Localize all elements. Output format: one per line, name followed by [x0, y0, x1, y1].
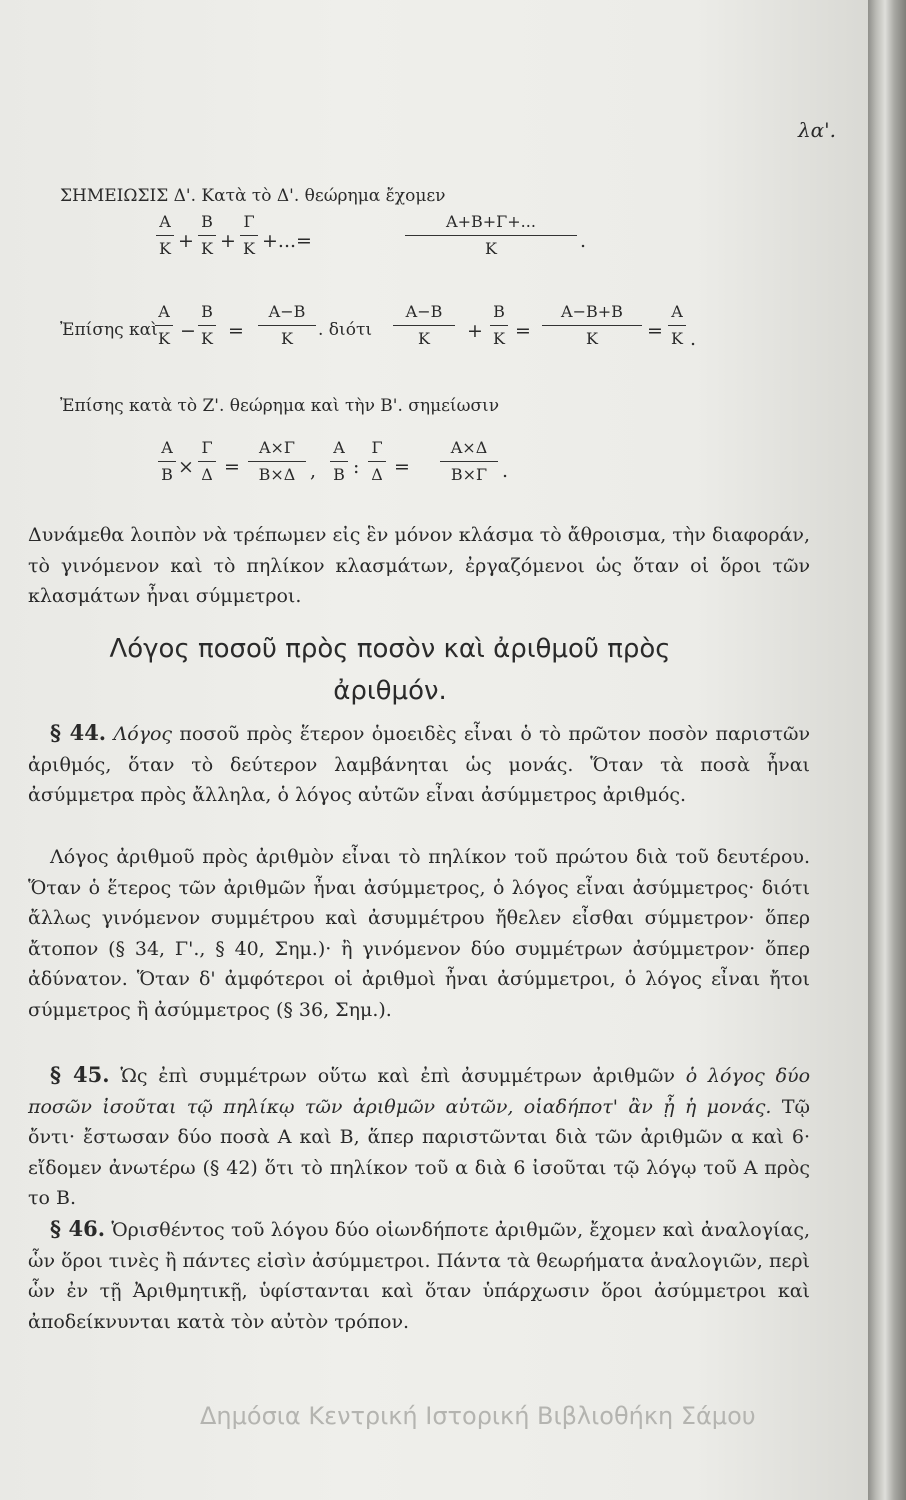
fraction: Β Κ	[198, 214, 216, 261]
equals-sign: =	[394, 456, 410, 478]
times-sign: ×	[178, 456, 194, 478]
section-title-cont: ἀριθμόν.	[333, 676, 447, 706]
equals-sign: =	[647, 320, 663, 342]
equals-sign: =	[224, 456, 240, 478]
plus-sign: +	[220, 230, 236, 252]
equals-sign: =	[515, 320, 531, 342]
fraction: Α Β	[158, 440, 176, 487]
fraction: Γ Δ	[198, 440, 216, 487]
ellipsis-equals: +...=	[262, 230, 312, 252]
library-watermark: Δημόσια Κεντρική Ιστορική Βιβλιοθήκη Σάμου	[200, 1402, 756, 1430]
note-heading: ΣΗΜΕΙΩΣΙΣ Δ'. Κατὰ τὸ Δ'. θεώρημα ἔχομεν	[60, 186, 446, 206]
equals-sign: =	[228, 320, 244, 342]
fraction: Α−Β Κ	[393, 304, 455, 351]
fraction: Γ Δ	[368, 440, 386, 487]
section-46	[28, 1214, 810, 1337]
section-number: § 44.	[50, 720, 107, 745]
page-number: λα'.	[798, 118, 837, 142]
period: .	[502, 460, 509, 482]
colon: :	[353, 456, 360, 478]
fraction: Β Κ	[490, 304, 508, 351]
comma: ,	[310, 460, 317, 482]
section-text: ποσοῦ πρὸς ἕτερον ὁμοειδὲς εἶναι ὁ τὸ πρῶτον ποσὸν παριστῶν ἀριθμός, ὅταν τὸ δεύτερον λαμβάνηται ὡς μονάς. Ὅταν τὰ ποσὰ ἦναι ἀσύμμετρα πρὸς ἄλληλα, ὁ λόγος αὐτῶν εἶναι ἀσύμμετρος ἀριθμός.	[28, 723, 811, 806]
lead-term: Λόγος	[113, 723, 173, 745]
period: .	[580, 230, 587, 252]
fraction: Γ Κ	[240, 214, 258, 261]
minus-sign: −	[180, 320, 196, 342]
fraction: Α Κ	[668, 304, 686, 351]
theorem-italic: ὁ λόγος δύο ποσῶν ἰσοῦται τῷ πηλίκῳ τῶν ἀριθμῶν αὐτῶν, οἱαδήποτ' ἂν ᾖ ἡ μονάς.	[28, 1065, 811, 1118]
fraction: Α Κ	[156, 214, 174, 261]
section-45	[28, 1060, 810, 1214]
fraction: Α−Β Κ	[258, 304, 316, 351]
fraction: Α×Δ Β×Γ	[440, 440, 498, 487]
fraction: Β Κ	[198, 304, 216, 351]
book-spine	[868, 0, 906, 1500]
section-44	[28, 718, 810, 811]
fraction: Α Β	[330, 440, 348, 487]
section-text: Ὡς ἐπὶ συμμέτρων οὕτω καὶ ἐπὶ ἀσυμμέτρων ἀριθμῶν	[120, 1065, 675, 1087]
line-theorem-z: Ἐπίσης κατὰ τὸ Ζ'. θεώρημα καὶ τὴν Β'. σημείωσιν	[60, 396, 500, 416]
section-proof: Τῷ ὄντι· ἔστωσαν δύο ποσὰ Α καὶ Β, ἅπερ παριστῶνται διὰ τῶν ἀριθμῶν α καὶ 6· εἴδομεν ἀνωτέρω (§ 42) ὅτι τὸ πηλίκον τοῦ α διὰ 6 ἰσοῦται τῷ λόγῳ τοῦ Α πρὸς το Β.	[28, 1095, 811, 1209]
fraction: Α Κ	[155, 304, 173, 351]
because-text: . διότι	[318, 320, 373, 340]
paragraph-conversion: Δυνάμεθα λοιπὸν νὰ τρέπωμεν εἰς ἓν μόνον κλάσμα τὸ ἄθροισμα, τὴν διαφοράν, τὸ γινόμενον καὶ τὸ πηλίκον κλασμάτων, ἐργαζόμενοι ὡς ὅταν οἱ ὅροι τῶν κλασμάτων ἦναι σύμμετροι.	[28, 524, 810, 607]
fraction-result: Α+Β+Γ+... Κ	[405, 214, 577, 261]
paragraph-ratio-numbers: Λόγος ἀριθμοῦ πρὸς ἀριθμὸν εἶναι τὸ πηλίκον τοῦ πρώτου διὰ τοῦ δευτέρου. Ὅταν ὁ ἕτερος τῶν ἀριθμῶν ἦναι ἀσύμμετρος, ὁ λόγος εἶναι ἀσύμμετρος· διότι ἄλλως γινόμενον συμμέτρου καὶ ἀσυμμέτρου ἤθελεν εἶσθαι σύμμετρον· ὅπερ ἄτοπον (§ 34, Γ'., § 40, Σημ.)· ἢ γινόμενον δύο συμμέτρων ἀσύμμετρον· ὅπερ ἀδύνατον. Ὅταν δ' ἀμφότεροι οἱ ἀριθμοὶ ἦναι ἀσύμμετροι, ὁ λόγος εἶναι ἤτοι σύμμετρος ἢ ἀσύμμετρος (§ 36, Σημ.).	[28, 846, 810, 1021]
section-number: § 45.	[50, 1062, 110, 1087]
section-text: Ὁρισθέντος τοῦ λόγου δύο οἱωνδήποτε ἀριθμῶν, ἔχομεν καὶ ἀναλογίας, ὧν ὅροι τινὲς ἢ πάντες εἰσὶν ἀσύμμετροι. Πάντα τὰ θεωρήματα ἀναλογιῶν, περὶ ὧν ἐν τῇ Ἀριθμητικῇ, ὑφίστανται καὶ ὅταν ὑπάρχωσιν ὅροι ἀσύμμετροι καὶ ἀποδείκνυνται κατὰ τὸν αὐτὸν τρόπον.	[28, 1219, 811, 1333]
fraction: Α×Γ Β×Δ	[248, 440, 306, 487]
plus-sign: +	[467, 320, 483, 342]
plus-sign: +	[178, 230, 194, 252]
fraction: Α−Β+Β Κ	[542, 304, 642, 351]
period: .	[690, 328, 697, 350]
lead-text: Ἐπίσης καὶ	[60, 320, 158, 340]
section-title: Λόγος ποσοῦ πρὸς ποσὸν καὶ ἀριθμοῦ πρὸς	[109, 634, 671, 664]
section-number: § 46.	[50, 1216, 106, 1241]
